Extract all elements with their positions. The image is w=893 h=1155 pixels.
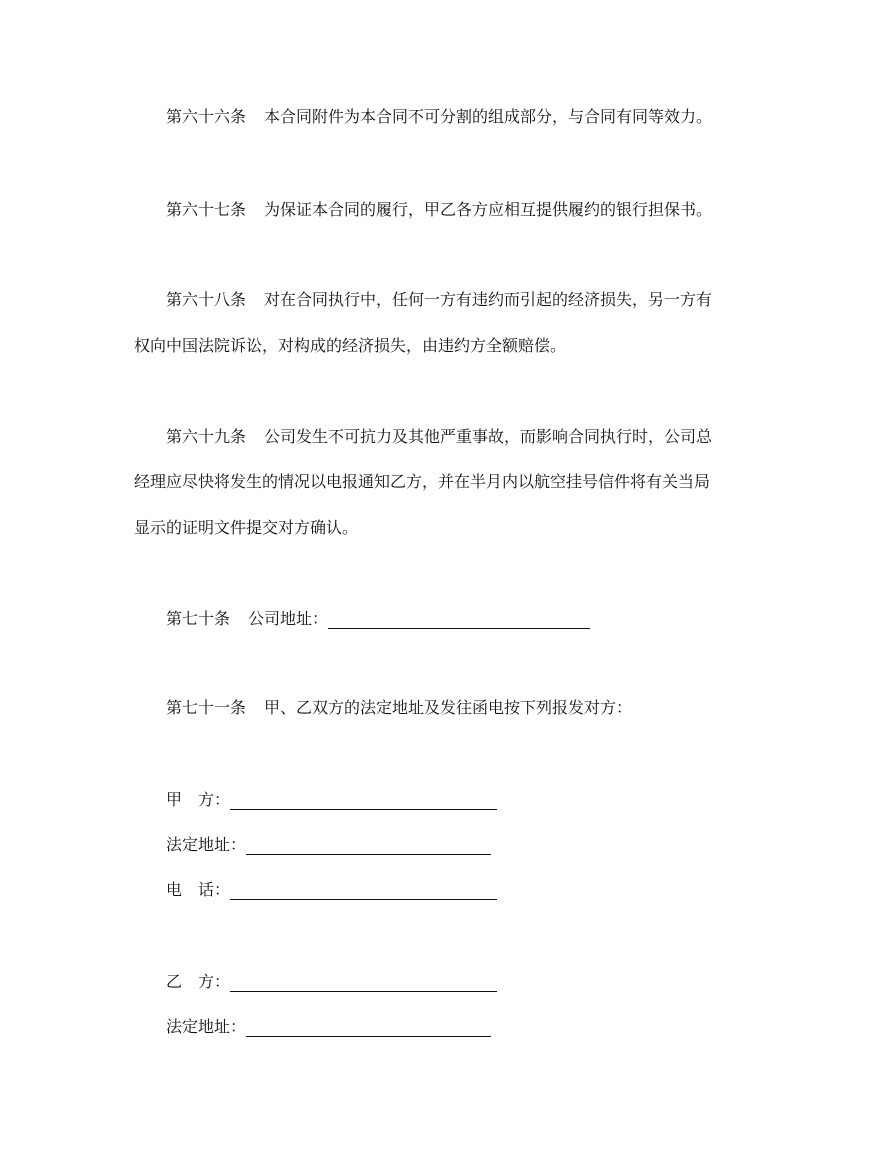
party-a-phone-blank[interactable] <box>230 882 497 900</box>
party-a-address-label: 法定地址： <box>166 835 247 854</box>
article-text: 为保证本合同的履行，甲乙各方应相互提供履约的银行担保书。 <box>264 200 713 219</box>
company-address-label: 公司地址： <box>248 609 329 628</box>
party-a-blank[interactable] <box>230 792 497 810</box>
article-text: 甲、乙双方的法定地址及发往函电按下列报发对方： <box>264 698 633 717</box>
company-address-blank[interactable] <box>328 611 590 629</box>
article-number: 第七十一条 <box>166 698 247 717</box>
party-a-phone-label: 电 话： <box>166 880 231 899</box>
party-b-label: 乙 方： <box>166 972 231 991</box>
article-text: 显示的证明文件提交对方确认。 <box>134 518 359 537</box>
party-b-address-blank[interactable] <box>246 1019 491 1037</box>
article-70 <box>166 609 590 629</box>
party-b-row <box>166 972 497 992</box>
article-text: 经理应尽快将发生的情况以电报通知乙方，并在半月内以航空挂号信件将有关当局 <box>134 472 711 491</box>
article-number: 第六十六条 <box>166 107 247 126</box>
article-number: 第六十八条 <box>166 290 247 309</box>
article-number: 第六十七条 <box>166 200 247 219</box>
article-69 <box>166 427 712 447</box>
article-text: 权向中国法院诉讼，对构成的经济损失，由违约方全额赔偿。 <box>134 336 567 355</box>
article-number: 第七十条 <box>166 609 231 628</box>
article-68-continued <box>134 336 566 356</box>
party-b-blank[interactable] <box>230 974 497 992</box>
article-69-continued <box>134 472 710 492</box>
article-71 <box>166 698 632 718</box>
article-69-continued <box>134 518 358 538</box>
party-a-label: 甲 方： <box>166 790 231 809</box>
party-a-address-blank[interactable] <box>246 837 491 855</box>
party-a-row <box>166 790 497 810</box>
article-67 <box>166 200 712 220</box>
party-b-address-row <box>166 1017 491 1037</box>
article-text: 本合同附件为本合同不可分割的组成部分，与合同有同等效力。 <box>264 107 713 126</box>
article-66 <box>166 107 712 127</box>
article-text: 公司发生不可抗力及其他严重事故，而影响合同执行时，公司总 <box>264 427 713 446</box>
article-68 <box>166 290 712 310</box>
party-a-phone-row <box>166 880 497 900</box>
article-number: 第六十九条 <box>166 427 247 446</box>
article-text: 对在合同执行中，任何一方有违约而引起的经济损失，另一方有 <box>264 290 713 309</box>
party-a-address-row <box>166 835 491 855</box>
party-b-address-label: 法定地址： <box>166 1017 247 1036</box>
